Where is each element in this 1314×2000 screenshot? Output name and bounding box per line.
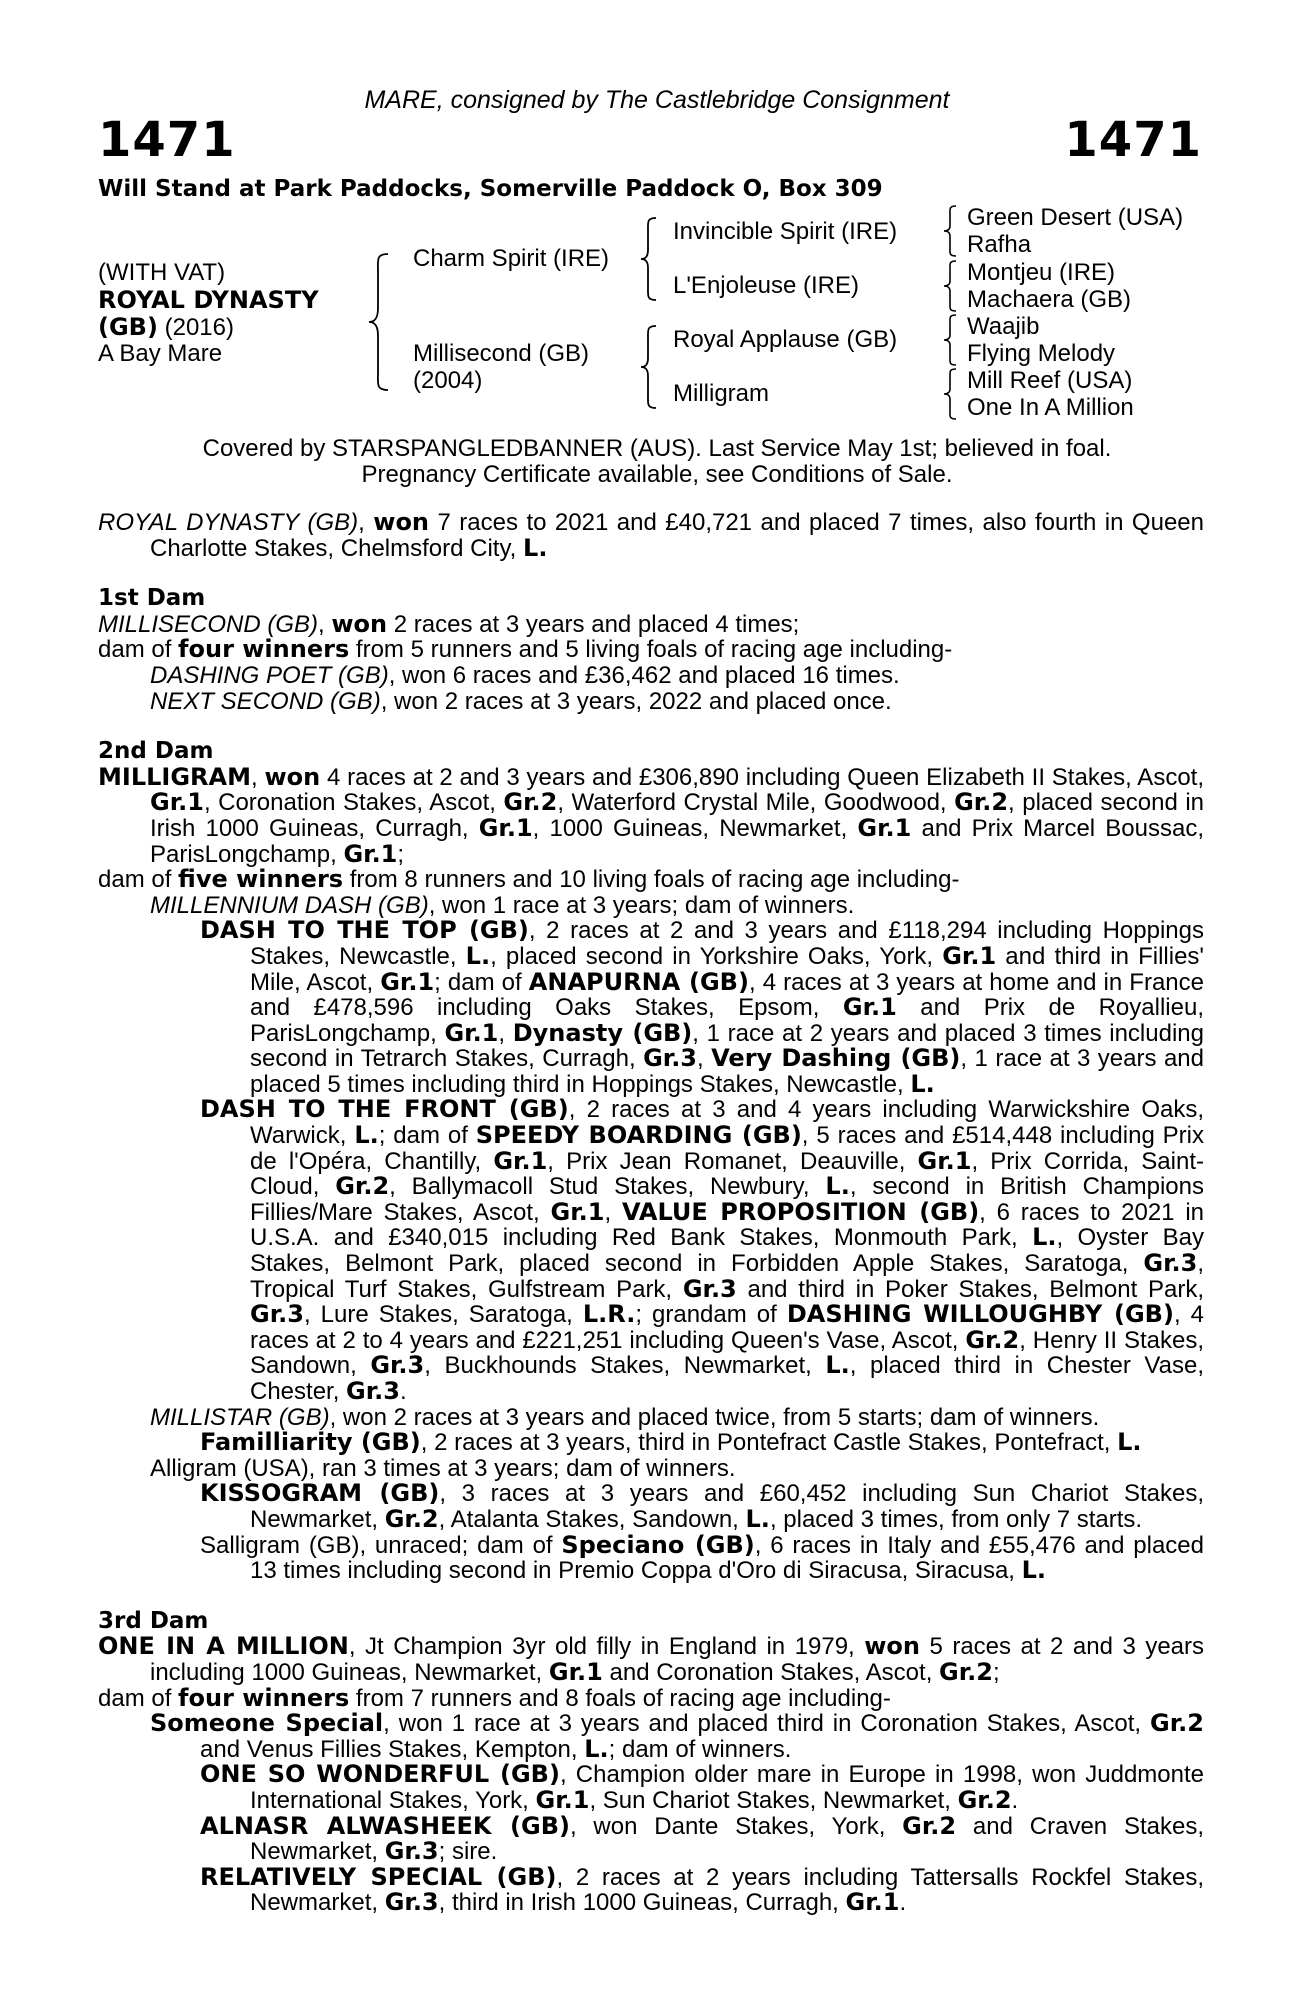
lot-number-right: 1471	[1064, 112, 1202, 168]
list-item: MILLISTAR (GB), won 2 races at 3 years and placed twice, from 5 starts; dam of winners.	[150, 1403, 1100, 1431]
gen4-brace-2	[942, 259, 958, 313]
gen4-ancestor: Montjeu (IRE)	[967, 259, 1116, 286]
gen4-brace-3	[942, 313, 958, 367]
lot-horse-name: ROYAL DYNASTY	[98, 286, 319, 314]
vat-note: (WITH VAT)	[98, 259, 226, 286]
gen4-ancestor: Waajib	[967, 313, 1040, 340]
lot-number-left: 1471	[98, 112, 236, 168]
second-dam-heading: 2nd Dam	[98, 738, 214, 765]
gen4-ancestor: Rafha	[967, 231, 1032, 258]
stable-location: Will Stand at Park Paddocks, Somerville Paddock O, Box 309	[98, 176, 883, 202]
dam-year: (2004)	[413, 367, 483, 394]
dam-sire-name: Royal Applause (GB)	[673, 326, 898, 353]
list-item: RELATIVELY SPECIAL (GB), 2 races at 2 years including Tattersalls Rockfel Stakes, Newmarket, Gr.3, third in Irish 1000 Guineas, Curragh, Gr.1.	[200, 1862, 1204, 1917]
sire-sire-name: Invincible Spirit (IRE)	[673, 218, 898, 245]
list-item: Someone Special, won 1 race at 3 years and placed third in Coronation Stakes, Ascot, Gr.2 and Venus Fillies Stakes, Kempton, L.; dam of winners.	[150, 1709, 1204, 1763]
sire-dam-name: L'Enjoleuse (IRE)	[673, 272, 859, 299]
list-item: Familliarity (GB), 2 races at 3 years, third in Pontefract Castle Stakes, Pontefract, L.	[200, 1428, 1142, 1457]
second-dam-produce: dam of five winners from 8 runners and 10 living foals of racing age including-	[98, 865, 960, 894]
third-dam-record: ONE IN A MILLION, Jt Champion 3yr old filly in England in 1979, won 5 races at 2 and 3 years including 1000 Guineas, Newmarket, Gr.1 and Coronation Stakes, Ascot, Gr.2;	[98, 1632, 1204, 1686]
gen4-ancestor: Machaera (GB)	[967, 286, 1132, 313]
list-item: ONE SO WONDERFUL (GB), Champion older mare in Europe in 1998, won Juddmonte International Stakes, York, Gr.1, Sun Chariot Stakes, Newmarket, Gr.2.	[200, 1760, 1205, 1814]
gen4-ancestor: One In A Million	[967, 394, 1134, 421]
first-dam-heading: 1st Dam	[98, 585, 206, 612]
consignment-line: MARE, consigned by The Castlebridge Consignment	[364, 86, 950, 114]
dam-dam-name: Milligram	[673, 380, 769, 407]
first-dam-record: MILLISECOND (GB), won 2 races at 3 years and placed 4 times;	[98, 609, 800, 638]
list-item: Salligram (GB), unraced; dam of Speciano (GB), 6 races in Italy and £55,476 and placed 13 times including second in Premio Coppa d'Oro di Siracusa, Siracusa, L.	[200, 1530, 1204, 1585]
gen4-ancestor: Flying Melody	[967, 340, 1116, 367]
gen4-ancestor: Mill Reef (USA)	[967, 367, 1133, 394]
sire-name: Charm Spirit (IRE)	[413, 245, 610, 272]
list-item: KISSOGRAM (GB), 3 races at 3 years and £60,452 including Sun Chariot Stakes, Newmarket, Gr.2, Atalanta Stakes, Sandown, L., placed 3 times, from only 7 starts.	[200, 1479, 1204, 1533]
sire-brace	[639, 216, 659, 302]
gen4-brace-4	[942, 367, 958, 421]
main-brace	[366, 252, 392, 392]
catalogue-body	[98, 510, 1204, 1916]
lot-horse-origin-year: (GB) (2016)	[98, 313, 234, 341]
list-item: Alligram (USA), ran 3 times at 3 years; dam of winners.	[150, 1454, 736, 1482]
list-item: DASH TO THE TOP (GB), 2 races at 2 and 3 years and £118,294 including Hoppings Stakes, Newcastle, L., placed second in Yorkshire Oaks, York, Gr.1 and third in Fillies' Mile, Ascot, Gr.1; dam of ANAPURNA (GB), 4 races at 3 years at home and in France and £478,596 including Oaks Stakes, Epsom, Gr.1 and Prix de Royallieu, ParisLongchamp, Gr.1, Dynasty (GB), 1 race at 2 years and placed 3 times including second in Tetrarch Stakes, Curragh, Gr.3, Very Dashing (GB), 1 race at 3 years and placed 5 times including third in Hoppings Stakes, Newcastle, L.	[200, 916, 1205, 1098]
covered-note: Covered by STARSPANGLEDBANNER (AUS). Last Service May 1st; believed in foal. Pregnancy Certificate available, see Conditions of Sale.	[202, 435, 1112, 488]
lot-performance: ROYAL DYNASTY (GB), won 7 races to 2021 and £40,721 and placed 7 times, also fourth in Queen Charlotte Stakes, Chelmsford City, L.	[98, 508, 1204, 562]
dam-name: Millisecond (GB)	[413, 340, 590, 367]
third-dam-produce: dam of four winners from 7 runners and 8 foals of racing age including-	[98, 1683, 891, 1712]
dam-brace	[639, 324, 659, 410]
list-item: MILLENNIUM DASH (GB), won 1 race at 3 years; dam of winners.	[150, 891, 855, 919]
list-item: NEXT SECOND (GB), won 2 races at 3 years, 2022 and placed once.	[150, 687, 892, 715]
first-dam-produce: dam of four winners from 5 runners and 5 living foals of racing age including-	[98, 635, 953, 664]
list-item: DASH TO THE FRONT (GB), 2 races at 3 and 4 years including Warwickshire Oaks, Warwick, L.; dam of SPEEDY BOARDING (GB), 5 races and £514,448 including Prix de l'Opéra, Chantilly, Gr.1, Prix Jean Romanet, Deauville, Gr.1, Prix Corrida, Saint-Cloud, Gr.2, Ballymacoll Stud Stakes, Newbury, L., second in British Champions Fillies/Mare Stakes, Ascot, Gr.1, VALUE PROPOSITION (GB), 6 races to 2021 in U.S.A. and £340,015 including Red Bank Stakes, Monmouth Park, L., Oyster Bay Stakes, Belmont Park, placed second in Forbidden Apple Stakes, Saratoga, Gr.3, Tropical Turf Stakes, Gulfstream Park, Gr.3 and third in Poker Stakes, Belmont Park, Gr.3, Lure Stakes, Saratoga, L.R.; grandam of DASHING WILLOUGHBY (GB), 4 races at 2 to 4 years and £221,251 including Queen's Vase, Ascot, Gr.2, Henry II Stakes, Sandown, Gr.3, Buckhounds Stakes, Newmarket, L., placed third in Chester Vase, Chester, Gr.3.	[200, 1095, 1205, 1405]
lot-horse-description: A Bay Mare	[98, 340, 223, 367]
gen4-brace-1	[942, 204, 958, 258]
list-item: DASHING POET (GB), won 6 races and £36,462 and placed 16 times.	[150, 661, 900, 689]
list-item: ALNASR ALWASHEEK (GB), won Dante Stakes, York, Gr.2 and Craven Stakes, Newmarket, Gr.3; sire.	[200, 1811, 1204, 1866]
second-dam-record: MILLIGRAM, won 4 races at 2 and 3 years and £306,890 including Queen Elizabeth II Stakes, Ascot, Gr.1, Coronation Stakes, Ascot, Gr.2, Waterford Crystal Mile, Goodwood, Gr.2, placed second in Irish 1000 Guineas, Curragh, Gr.1, 1000 Guineas, Newmarket, Gr.1 and Prix Marcel Boussac, ParisLongchamp, Gr.1;	[98, 762, 1205, 868]
third-dam-heading: 3rd Dam	[98, 1607, 209, 1634]
gen4-ancestor: Green Desert (USA)	[967, 204, 1184, 231]
